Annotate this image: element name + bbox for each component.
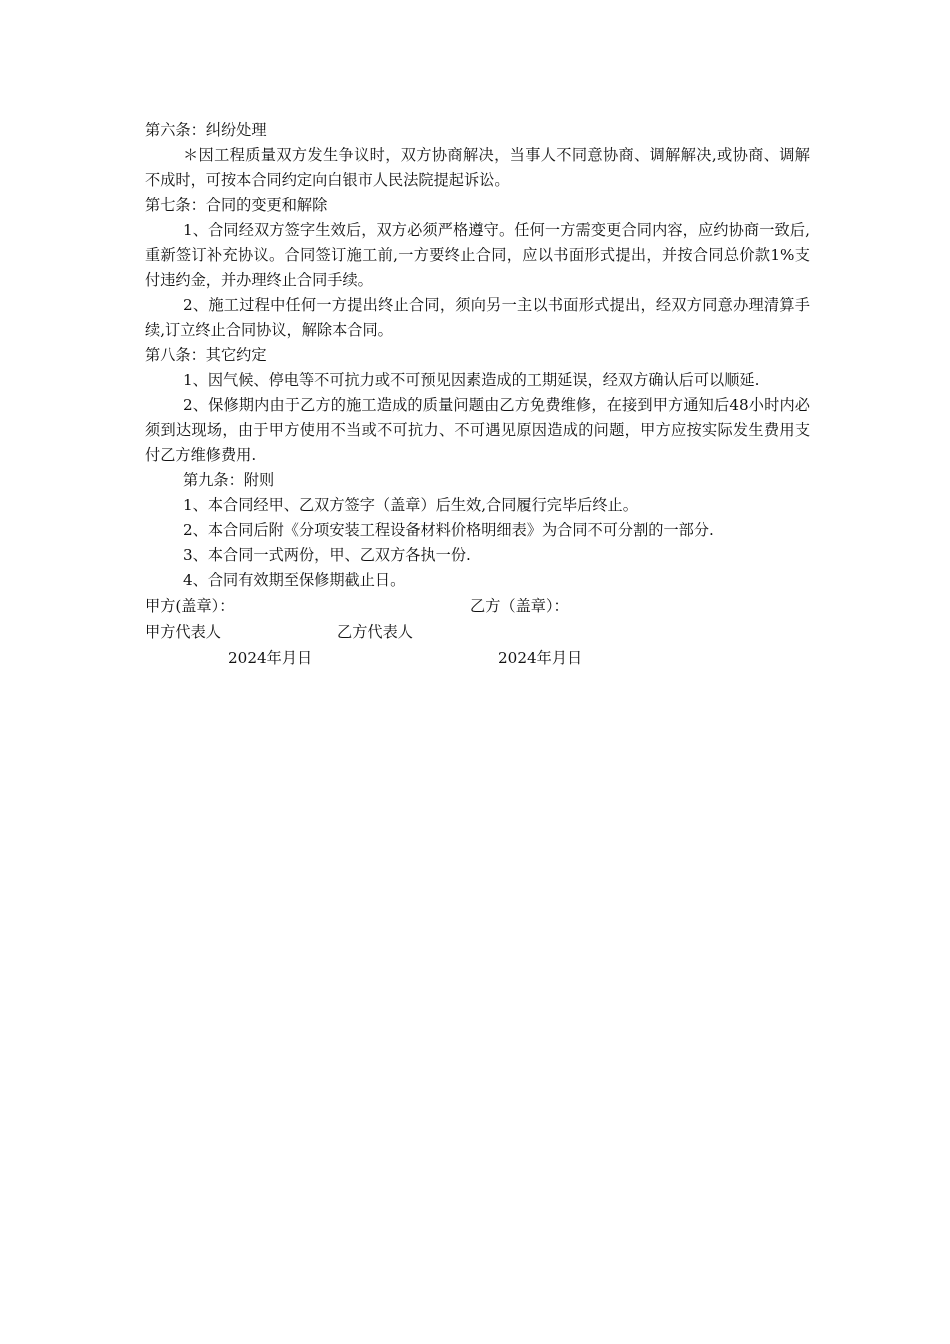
- contract-page: [145, 118, 810, 671]
- party-b-seal-label: 乙方（盖章）：: [470, 597, 569, 615]
- section-9-item-1: 1、本合同经甲、乙双方签字（盖章）后生效,合同履行完毕后终止。: [183, 496, 638, 514]
- section-8-paragraph-1: 1、因气候、停电等不可抗力或不可预见因素造成的工期延误，经双方确认后可以顺延.: [183, 371, 760, 389]
- section-7-heading: 第七条：合同的变更和解除: [145, 196, 328, 214]
- signature-seal-row: [145, 593, 810, 619]
- section-6-paragraph-1: ＊因工程质量双方发生争议时，双方协商解决，当事人不同意协商、调解解决,或协商、调解不成时，可按本合同约定向白银市人民法院提起诉讼。: [145, 146, 810, 189]
- party-b-date: 2024年月日: [498, 649, 583, 667]
- section-6-heading: 第六条：纠纷处理: [145, 121, 267, 139]
- signature-date-row: [145, 645, 810, 671]
- signature-representative-row: [145, 619, 810, 645]
- section-9-heading: 第九条：附则: [183, 471, 275, 489]
- party-a-date: 2024年月日: [228, 649, 313, 667]
- party-a-representative-label: 甲方代表人: [145, 623, 221, 641]
- section-7-paragraph-1: 1、合同经双方签字生效后，双方必须严格遵守。任何一方需变更合同内容，应约协商一致后,重新签订补充协议。合同签订施工前,一方要终止合同，应以书面形式提出，并按合同总价款1%支付违约金，并办理终止合同手续。: [145, 221, 810, 289]
- section-9-item-4: 4、合同有效期至保修期截止日。: [183, 571, 406, 589]
- section-9-item-2: 2、本合同后附《分项安装工程设备材料价格明细表》为合同不可分割的一部分.: [183, 521, 714, 539]
- section-9-item-3: 3、本合同一式两份，甲、乙双方各执一份.: [183, 546, 471, 564]
- section-8-heading: 第八条：其它约定: [145, 346, 267, 364]
- section-8-paragraph-2: 2、保修期内由于乙方的施工造成的质量问题由乙方免费维修，在接到甲方通知后48小时内必须到达现场，由于甲方使用不当或不可抗力、不可遇见原因造成的问题，甲方应按实际发生费用支付乙方维修费用.: [145, 396, 810, 464]
- section-7-paragraph-2: 2、施工过程中任何一方提出终止合同，须向另一主以书面形式提出，经双方同意办理清算手续,订立终止合同协议，解除本合同。: [145, 296, 810, 339]
- party-b-representative-label: 乙方代表人: [337, 623, 413, 641]
- party-a-seal-label: 甲方(盖章）：: [145, 597, 235, 615]
